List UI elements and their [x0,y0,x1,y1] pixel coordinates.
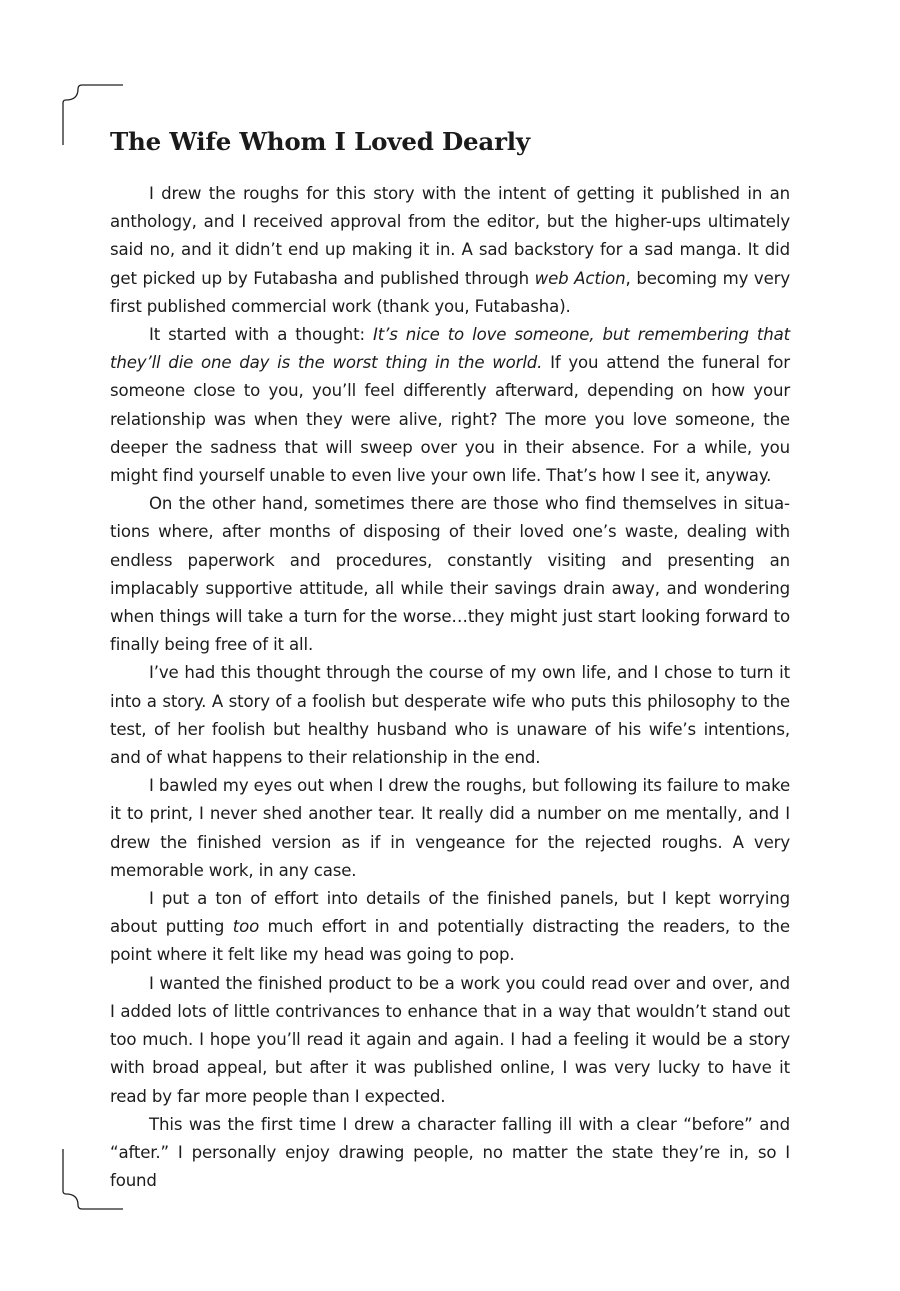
body-paragraph [110,772,790,885]
text-run: I’ve had this thought through the course of my own life, and I chose to turn it into a story. A story of a foolish but desperate wife who puts this philosophy to the test, of her foolish but healthy husband who is unaware of his wife’s intentions, and of what happens to their relationship in the end. [110,663,790,768]
body-paragraph [110,885,790,970]
text-run: I bawled my eyes out when I drew the roughs, but following its failure to make it to print, I never shed another tear. It really did a number on me mentally, and I drew the finished version as if in vengeance for the rejected roughs. A very memorable work, in any case. [110,776,790,880]
body-paragraph [110,180,790,321]
text-run: , becoming my very first published commercial work (thank you, Futabasha). [110,268,790,316]
bottom-corner-ornament [62,1148,124,1210]
text-run: I put a ton of effort into details of the finished panels, but I kept worrying about putting [110,889,790,937]
text-run: If you attend the funeral for someone close to you, you’ll feel differently afterward, depending on how your relationship was when they were alive, right? The more you love someone, the deeper the sadness that will sweep over you in their absence. For a while, you might find yourself unable to even live your own life. That’s how I see it, anyway. [110,353,790,486]
text-run: This was the first time I drew a character falling ill with a clear “before” and “after.” I personally enjoy drawing people, no matter the state they’re in, so I found [110,1114,790,1191]
body-paragraph [110,1111,790,1196]
page-title: The Wife Whom I Loved Dearly [110,127,530,156]
body-paragraph [110,970,790,1111]
text-run: I drew the roughs for this story with the intent of getting it published in an anthology, and I received approval from the editor, but the higher-ups ultimately said no, and it didn’t end up making it in. A sad backstory for a sad manga. It did get picked up by Futabasha and published through [110,184,790,288]
body-text [110,180,790,1195]
text-run: I wanted the finished product to be a work you could read over and over, and I added lots of little contrivances to enhance that in a way that wouldn’t stand out too much. I hope you’ll read it again and again. I had a feeling it would be a story with broad appeal, but after it was published online, I was very lucky to have it read by far more people than I expected. [110,973,790,1106]
body-paragraph [110,659,790,772]
page-content [110,124,790,1195]
body-paragraph [110,321,790,490]
body-paragraph [110,490,790,659]
text-run: much effort in and potentially distracting the readers, to the point where it felt like my head was going to pop. [110,917,790,965]
italic-text-run: too [232,917,260,937]
text-run: On the other hand, sometimes there are those who find themselves in situations where, after months of disposing of their loved one’s waste, dealing with endless paperwork and procedures, constantly visiting and presenting an implacably supportive attitude, all while their savings drain away, and wondering when things will take a turn for the worse…they might just start looking forward to finally being free of it all. [110,494,790,655]
corner-bracket-icon [62,1148,124,1210]
italic-text-run: It’s nice to love someone, but remembering that they’ll die one day is the worst thing in the world. [110,325,791,373]
italic-text-run: web Action [534,268,626,288]
text-run: It started with a thought: [149,325,373,345]
